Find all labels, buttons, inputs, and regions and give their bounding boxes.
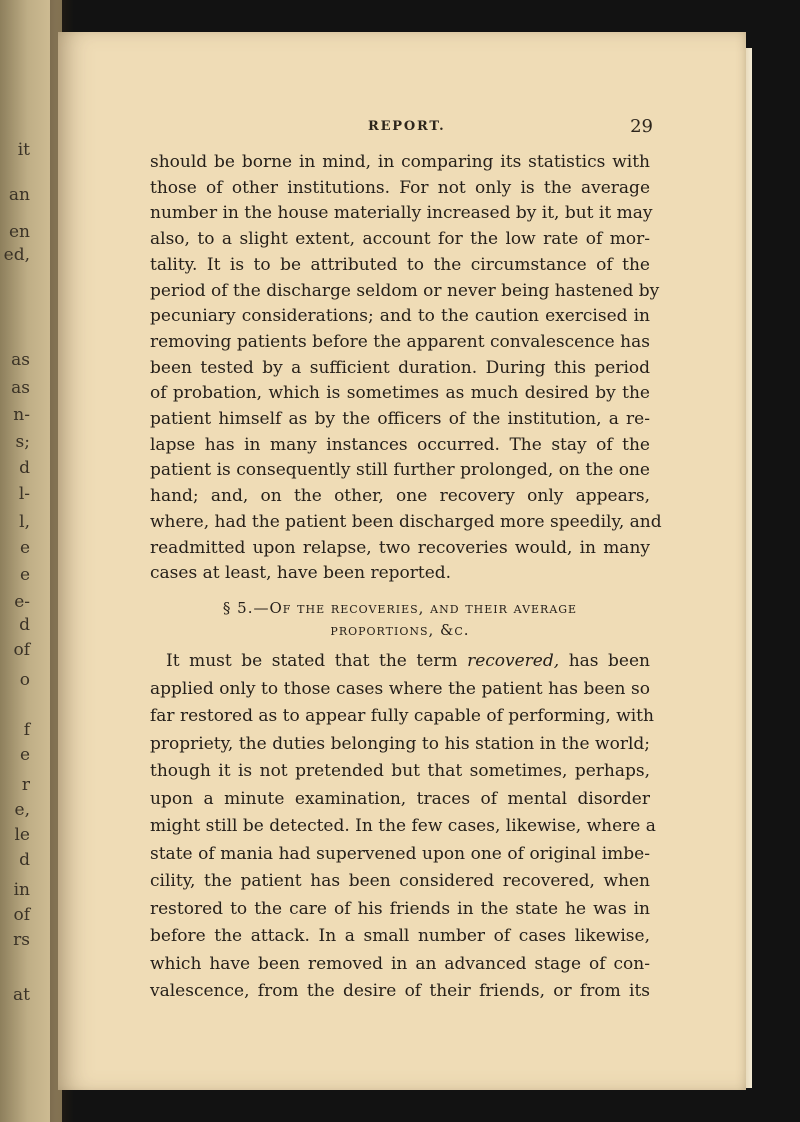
- facing-page-fragment: rs: [13, 930, 30, 950]
- text-line: state of mania had supervened upon one of original imbe-: [150, 843, 650, 864]
- facing-page-fragment: as: [11, 378, 30, 398]
- text-run: It must be stated that the term: [166, 651, 468, 671]
- facing-page-fragment: e: [19, 745, 30, 765]
- text-run: has been: [559, 651, 650, 671]
- text-line-first: [150, 648, 650, 676]
- facing-page-fragment: e: [19, 538, 30, 558]
- text-line: before the attack. In a small number of cases likewise,: [150, 926, 650, 946]
- facing-page-fragment: l,: [19, 512, 30, 532]
- text-line: lapse has in many instances occurred. The stay of the: [150, 434, 650, 455]
- text-line: which have been removed in an advanced stage of con-: [150, 953, 650, 974]
- text-line: also, to a slight extent, account for the low rate of mor-: [150, 229, 650, 250]
- facing-page-fragment: s;: [15, 432, 30, 452]
- section-heading-line-2: proportions, &c.: [330, 621, 470, 639]
- section-heading: [160, 597, 640, 641]
- facing-page-fragment: e,: [14, 800, 30, 820]
- text-line: cases at least, have been reported.: [150, 563, 452, 584]
- facing-page-fragment: it: [17, 140, 30, 160]
- text-line: tality. It is to be attributed to the circumstance of the: [150, 254, 650, 275]
- facing-page-fragment: e-: [14, 592, 30, 612]
- facing-page-fragment: d: [19, 458, 30, 478]
- facing-page-fragment: e: [19, 565, 30, 585]
- text-line: applied only to those cases where the patient has been so: [150, 678, 650, 699]
- text-line: number in the house materially increased by it, but it may: [150, 203, 653, 224]
- facing-page-fragment: d: [19, 850, 30, 870]
- facing-page-fragment: of: [13, 905, 30, 925]
- facing-page-fragment: o: [19, 670, 30, 690]
- text-line: patient is consequently still further prolonged, on the one: [150, 460, 650, 481]
- text-line: readmitted upon relapse, two recoveries would, in many: [150, 537, 650, 558]
- running-title: REPORT.: [368, 119, 446, 134]
- facing-page-fragment: le: [14, 825, 30, 845]
- text-line: propriety, the duties belonging to his station in the world;: [150, 733, 650, 754]
- facing-page-fragment: ed,: [3, 245, 30, 265]
- facing-page-fragment: in: [13, 880, 30, 900]
- text-line: of probation, which is sometimes as much desired by the: [150, 383, 650, 404]
- text-line: where, had the patient been discharged more speedily, and: [150, 511, 662, 532]
- text-line: patient himself as by the officers of the institution, a re-: [150, 409, 650, 430]
- page-header: [308, 116, 653, 138]
- text-line: far restored as to appear fully capable of performing, with: [150, 706, 654, 726]
- facing-page-fragment: an: [8, 185, 30, 205]
- text-line: those of other institutions. For not only is the average: [150, 177, 650, 198]
- section-heading-line-1: § 5.—Of the recoveries, and their average: [222, 599, 578, 617]
- text-line: restored to the care of his friends in the state he was in: [150, 898, 650, 919]
- facing-page-fragment: at: [13, 985, 30, 1005]
- paragraph-2: [150, 648, 656, 1006]
- facing-page-fragment: l-: [18, 484, 30, 504]
- text-line: hand; and, on the other, one recovery only appears,: [150, 486, 650, 507]
- facing-page-fragment: d: [19, 615, 30, 635]
- text-line: though it is not pretended but that sometimes, perhaps,: [150, 761, 650, 781]
- text-line: removing patients before the apparent convalescence has: [150, 331, 650, 352]
- text-line: valescence, from the desire of their friends, or from its: [150, 981, 650, 1001]
- text-line: period of the discharge seldom or never being hastened by: [150, 280, 660, 301]
- text-line: been tested by a sufficient duration. During this period: [150, 357, 650, 378]
- text-line: upon a minute examination, traces of mental disorder: [150, 788, 650, 809]
- text-line: might still be detected. In the few cases, likewise, where a: [150, 816, 656, 836]
- page-number: 29: [630, 116, 653, 137]
- emphasized-term: recovered,: [467, 651, 560, 671]
- paragraph-1: [150, 150, 662, 587]
- facing-page-fragment: r: [21, 775, 30, 795]
- facing-page-fragment: f: [23, 720, 30, 740]
- facing-page-fragment: n-: [13, 405, 30, 425]
- text-line: pecuniary considerations; and to the caution exercised in: [150, 306, 650, 327]
- facing-page-fragment: of: [13, 640, 30, 660]
- facing-page-fragment: en: [8, 222, 30, 242]
- text-line: cility, the patient has been considered recovered, when: [150, 871, 650, 891]
- facing-page-fragment: as: [11, 350, 30, 370]
- text-line: should be borne in mind, in comparing its statistics with: [150, 152, 650, 172]
